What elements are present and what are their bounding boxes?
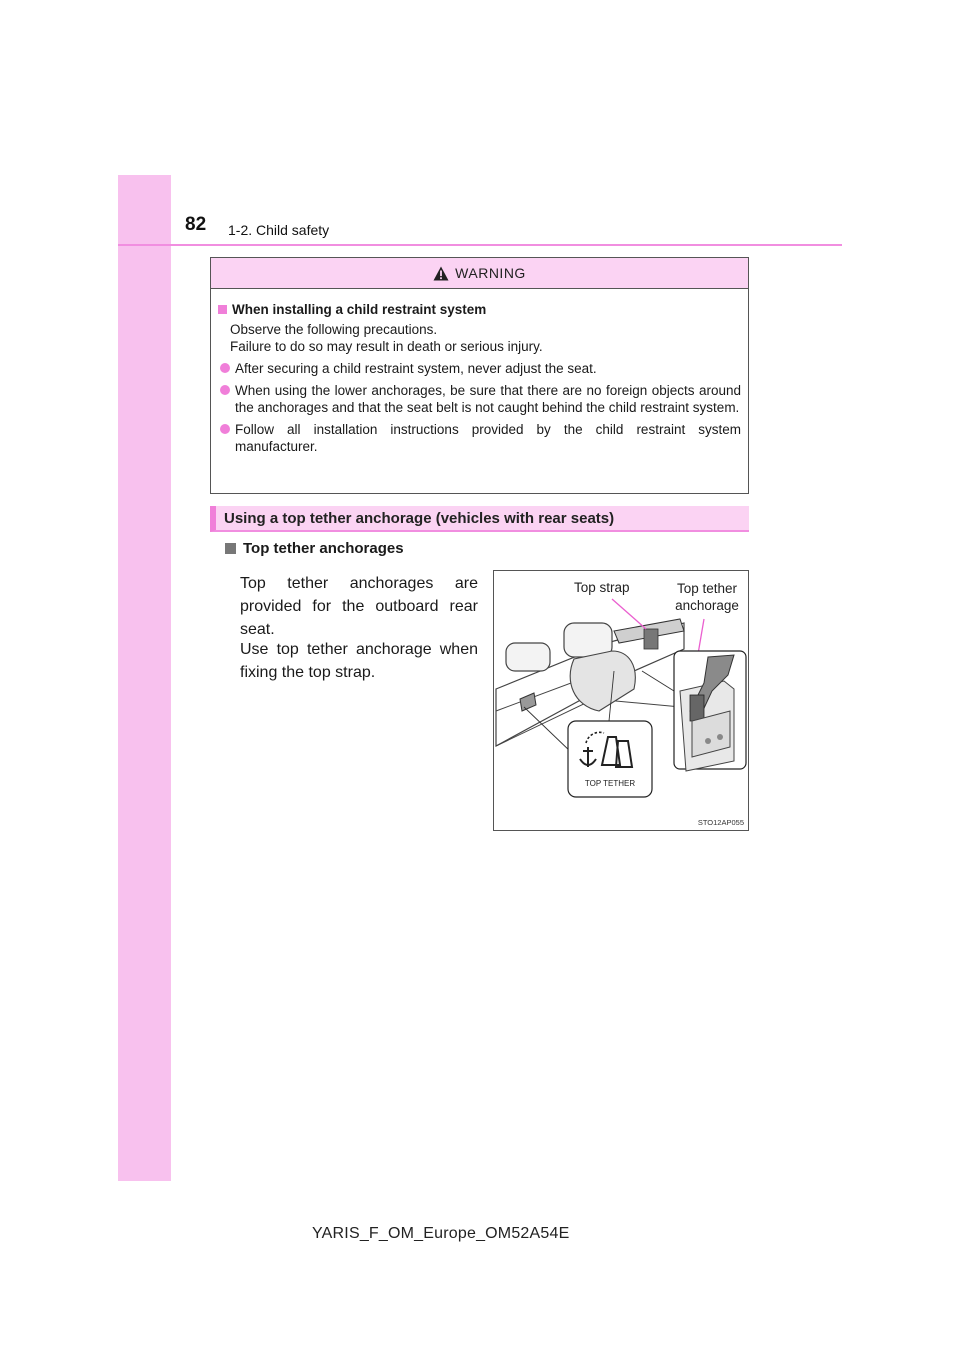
warning-bullet — [218, 360, 741, 377]
side-margin-strip — [118, 175, 171, 1181]
warning-bullet — [218, 421, 741, 455]
warning-triangle-icon — [433, 266, 449, 281]
square-bullet-icon — [218, 305, 227, 314]
warning-title-text: When installing a child restraint system — [232, 302, 487, 317]
figure-code: STO12AP055 — [697, 818, 744, 827]
warning-bullet-text: When using the lower anchorages, be sure that there are no foreign objects around the anchorages and that the seat belt is not caught behind the child restraint system. — [235, 383, 741, 415]
warning-intro-2: Failure to do so may result in death or serious injury. — [230, 339, 543, 354]
label-anchorage-line-2: anchorage — [675, 598, 739, 613]
label-anchorage-line-1: Top tether — [676, 581, 738, 596]
warning-box — [210, 257, 749, 494]
subsection-title: Top tether anchorages — [243, 540, 404, 557]
warning-body — [211, 289, 748, 455]
illustration-figure — [493, 570, 749, 831]
warning-title — [218, 301, 741, 318]
warning-bullet-text: After securing a child restraint system, never adjust the seat. — [235, 361, 597, 376]
warning-bullet-text: Follow all installation instructions provided by the child restraint system manufacturer. — [235, 422, 741, 454]
circle-bullet-icon — [220, 424, 230, 434]
footer-document-id: YARIS_F_OM_Europe_OM52A54E — [312, 1225, 570, 1242]
square-bullet-icon — [225, 543, 236, 554]
header-rule — [118, 244, 842, 246]
body-paragraph: Use top tether anchorage when fixing the top strap. — [240, 641, 478, 681]
subsection-heading — [225, 540, 404, 557]
body-paragraph: Top tether anchorages are provided for the outboard rear seat. — [240, 575, 478, 638]
circle-bullet-icon — [220, 385, 230, 395]
running-header: 1-2. Child safety — [228, 222, 330, 238]
warning-heading — [211, 258, 748, 289]
page-number: 82 — [185, 214, 207, 235]
top-tether-badge-text: TOP TETHER — [584, 779, 636, 788]
section-band: Using a top tether anchorage (vehicles with rear seats) — [210, 506, 749, 532]
label-top-tether-anchorage — [666, 580, 748, 614]
warning-intro-1: Observe the following precautions. — [230, 322, 438, 337]
warning-bullet — [218, 382, 741, 416]
warning-label: WARNING — [455, 265, 526, 281]
circle-bullet-icon — [220, 363, 230, 373]
label-top-strap: Top strap — [574, 580, 630, 595]
